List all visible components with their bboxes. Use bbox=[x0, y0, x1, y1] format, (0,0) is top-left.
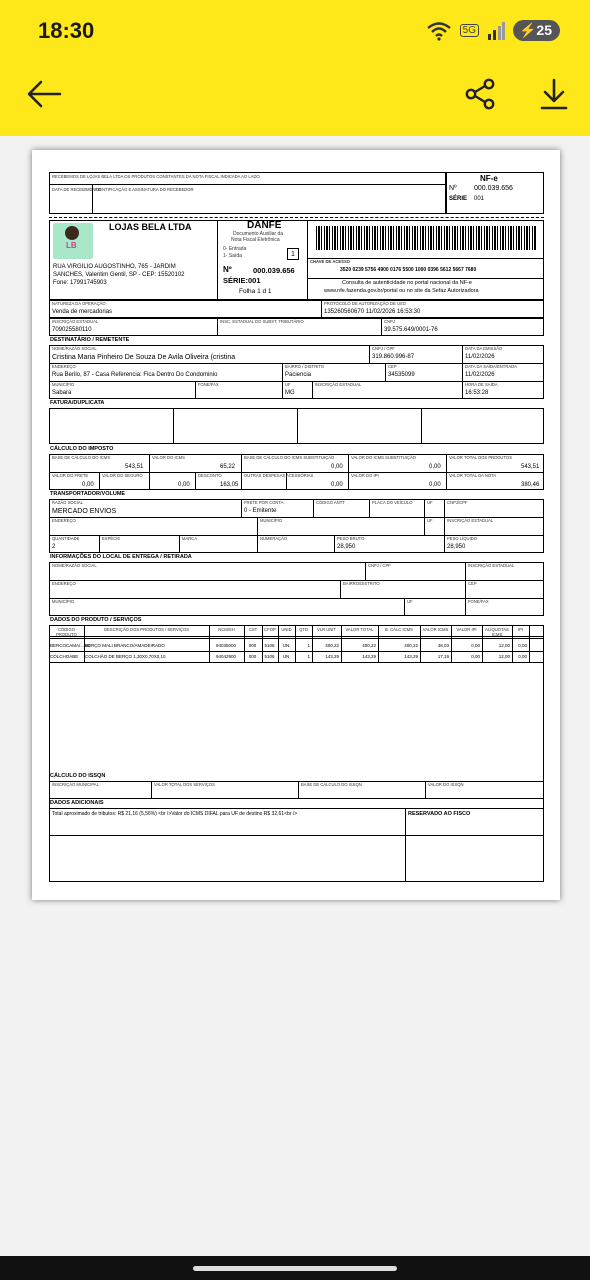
canhoto-date-label: DATA DE RECEBIMENTO bbox=[52, 187, 102, 192]
total-prod-label: VALOR TOTAL DOS PRODUTOS bbox=[449, 455, 512, 460]
section-issqn: CÁLCULO DO ISSQN bbox=[50, 773, 106, 779]
section-imposto: CÁLCULO DO IMPOSTO bbox=[50, 446, 114, 452]
danfe-n-label: Nº bbox=[223, 265, 232, 274]
adicionais-info: Total aproximado de tributos: R$ 21,16 (5,56%) <br />Valor do ICMS DIFAL para UF de destino R$ 32,61<br /> bbox=[52, 811, 298, 817]
product-header-cell: CST bbox=[248, 627, 258, 632]
dest-hora: 16:53:28 bbox=[465, 390, 489, 396]
product-header-cell: B. CÁLC ICMS bbox=[385, 627, 413, 632]
dest-saida-label: DATA DA SAÍDA/ENTRADA bbox=[465, 364, 517, 369]
transp-cnpj-label: CNPJ/CPF bbox=[447, 500, 468, 505]
product-row-line bbox=[49, 651, 544, 652]
dest-fone-label: FONE/FAX bbox=[198, 382, 219, 387]
product-cell: 5106 bbox=[264, 643, 275, 648]
battery-indicator: ⚡25 bbox=[513, 20, 560, 41]
product-header-cell: VALOR TOTAL bbox=[345, 627, 374, 632]
product-cell: 94035000 bbox=[215, 643, 237, 648]
emitente-logo bbox=[53, 223, 93, 259]
canhoto-serie: 001 bbox=[474, 196, 485, 202]
issqn-im-label: INSCRIÇÃO MUNICIPAL bbox=[52, 782, 99, 787]
section-entrega: INFORMAÇÕES DO LOCAL DE ENTREGA / RETIRADA bbox=[50, 554, 192, 560]
protocolo-label: PROTOCOLO DE AUTORIZAÇÃO DE USO bbox=[324, 301, 406, 306]
outras: 0,00 bbox=[331, 482, 343, 488]
canhoto-numero: 000.039.656 bbox=[474, 185, 513, 192]
product-cell: COLCHÃO DE BERÇO 1,30X0,70X0,10 bbox=[85, 654, 166, 659]
frete: 0,00 bbox=[82, 482, 94, 488]
total-prod: 543,51 bbox=[521, 464, 540, 470]
total-nota: 380,46 bbox=[521, 482, 540, 488]
transp-ie-label: INSCRIÇÃO ESTADUAL bbox=[447, 518, 494, 523]
product-cell: 400,22 bbox=[325, 643, 339, 648]
bc-icms-label: BASE DE CÁLCULO DO ICMS bbox=[52, 455, 111, 460]
product-cell: UN bbox=[282, 643, 290, 648]
transp-uf2-label: UF bbox=[427, 518, 433, 523]
dest-cpf-label: CNPJ / CPF bbox=[372, 346, 395, 351]
entrega-endereco-label: ENDEREÇO bbox=[52, 581, 76, 586]
transp-municipio-label: MUNICÍPIO bbox=[260, 518, 283, 523]
product-cell: 143,29 bbox=[404, 654, 418, 659]
canhoto-sig-label: IDENTIFICAÇÃO E ASSINATURA DO RECEBEDOR bbox=[95, 187, 194, 192]
wifi-icon bbox=[426, 21, 452, 41]
issqn-valor-label: VALOR DO ISSQN bbox=[428, 782, 464, 787]
dest-emissao: 11/02/2026 bbox=[465, 354, 495, 360]
seguro: 0,00 bbox=[178, 482, 190, 488]
product-header-cell: IPI bbox=[517, 627, 524, 632]
transp-razao: MERCADO ENVIOS bbox=[52, 508, 117, 515]
transp-peso-liq: 28,950 bbox=[447, 544, 466, 550]
product-cell: 143,29 bbox=[325, 654, 339, 659]
seguro-label: VALOR DO SEGURO bbox=[102, 473, 143, 478]
ie-label: INSCRIÇÃO ESTADUAL bbox=[52, 319, 99, 324]
bc-st: 0,00 bbox=[331, 464, 343, 470]
product-cell: COLCHOABE bbox=[50, 654, 79, 659]
dest-uf-label: UF bbox=[285, 382, 291, 387]
tipo-value: 1 bbox=[291, 251, 295, 258]
danfe-sub-2: Nota Fiscal Eletrônica bbox=[231, 237, 280, 243]
emitente-address-1: RUA VIRGILIO AUGOSTINHO, 765 - JARDIM bbox=[53, 264, 176, 270]
entrega-uf-label: UF bbox=[407, 599, 413, 604]
reservado-fisco: RESERVADO AO FISCO bbox=[408, 811, 471, 817]
entrega-municipio-label: MUNICÍPIO bbox=[52, 599, 75, 604]
product-cell: 48,03 bbox=[437, 643, 449, 648]
consulta-line-2: www.nfe.fazenda.gov.br/portal ou no site da Sefaz Autorizadora bbox=[324, 288, 479, 294]
dest-municipio: Sabara bbox=[52, 390, 72, 396]
protocolo-value: 135260560670 11/02/2026 16:53:30 bbox=[324, 309, 421, 315]
danfe-numero: 000.039.656 bbox=[253, 266, 295, 275]
cnpj-label: CNPJ bbox=[384, 319, 395, 324]
product-cell: 400,22 bbox=[404, 643, 418, 648]
product-cell: 1 bbox=[307, 643, 310, 648]
transp-numeracao-label: NUMERAÇÃO bbox=[260, 536, 288, 541]
desconto-label: DESCONTO bbox=[198, 473, 222, 478]
product-cell: 0,00 bbox=[471, 643, 480, 648]
issqn-box bbox=[49, 781, 544, 799]
product-row-line bbox=[49, 662, 544, 663]
dest-municipio-label: MUNICÍPIO bbox=[52, 382, 75, 387]
transp-uf-label: UF bbox=[427, 500, 433, 505]
share-icon bbox=[464, 78, 496, 110]
product-header-cell: CÓDIGO PRODUTO bbox=[56, 627, 77, 637]
download-icon bbox=[539, 78, 569, 110]
frete-label: VALOR DO FRETE bbox=[52, 473, 89, 478]
dest-cep: 34535099 bbox=[388, 372, 415, 378]
transp-peso-liq-label: PESO LÍQUIDO bbox=[447, 536, 478, 541]
section-transporte: TRANSPORTADOR/VOLUME bbox=[50, 491, 126, 497]
consulta-line-1: Consulta de autenticidade no portal nacional da NF-e bbox=[342, 280, 472, 286]
canhoto-nfe: NF-e bbox=[480, 174, 498, 183]
product-cell: 0,00 bbox=[471, 654, 480, 659]
product-column-line bbox=[529, 625, 530, 662]
ipi: 0,00 bbox=[429, 482, 441, 488]
barcode bbox=[316, 226, 536, 250]
dest-name-label: NOME/RAZÃO SOCIAL bbox=[52, 346, 97, 351]
product-cell: BERÇO MALI BRANCO/AMADEIRADO bbox=[85, 643, 165, 648]
section-fatura: FATURA/DUPLICATA bbox=[50, 400, 105, 406]
network-badge: 5G bbox=[460, 24, 479, 37]
dest-ie-label: INSCRIÇÃO ESTADUAL bbox=[315, 382, 362, 387]
dest-saida: 11/02/2026 bbox=[465, 372, 495, 378]
product-header-cell: UNID bbox=[281, 627, 292, 632]
emitente-phone: Fone: 17991745903 bbox=[53, 280, 107, 286]
dest-name: Cristina Maria Pinheiro De Souza De Avila Oliveira (cristina bbox=[52, 354, 236, 361]
tipo-saida: 1- Saída bbox=[223, 253, 242, 259]
issqn-bc-label: BASE DE CÁLCULO DO ISSQN bbox=[301, 782, 362, 787]
product-cell: 0,00 bbox=[518, 654, 527, 659]
product-header-cell: VALOR ICMS bbox=[422, 627, 449, 632]
transp-peso-bruto: 28,950 bbox=[337, 544, 356, 550]
product-header-cell: ALÍQUOTAS ICMS bbox=[485, 627, 509, 637]
canhoto-text: RECEBEMOS DE LOJAS BELA LTDA OS PRODUTOS CONSTANTES DA NOTA FISCAL INDICADA AO LADO bbox=[52, 174, 260, 179]
chave-label: CHAVE DE ACESSO bbox=[310, 259, 351, 264]
transp-endereco-label: ENDEREÇO bbox=[52, 518, 76, 523]
product-cell: 12,00 bbox=[498, 654, 510, 659]
canhoto-n: Nº bbox=[449, 185, 457, 192]
emitente-address-2: SANCHES, Valentim Gentil, SP - CEP: 15520102 bbox=[53, 272, 185, 278]
transp-frete-label: FRETE POR CONTA bbox=[244, 500, 284, 505]
cnpj-value: 39.575.649/0001-76 bbox=[384, 327, 438, 333]
dest-uf: MG bbox=[285, 390, 295, 396]
transp-especie-label: ESPÉCIE bbox=[102, 536, 121, 541]
adicionais-box bbox=[49, 808, 544, 882]
download-button[interactable] bbox=[530, 70, 578, 118]
icms: 65,22 bbox=[220, 464, 236, 470]
product-header-cell: DESCRIÇÃO DOS PRODUTOS / SERVIÇOS bbox=[103, 627, 189, 632]
product-header-cell: VLR UNIT bbox=[316, 627, 337, 632]
natureza-row bbox=[49, 300, 544, 318]
icms-st-label: VALOR DO ICMS SUBSTITUIÇÃO bbox=[351, 455, 417, 460]
dest-hora-label: HORA DE SAÍDA bbox=[465, 382, 498, 387]
product-header-cell: NCM/SH bbox=[218, 627, 235, 632]
product-header-cell: CFOP bbox=[264, 627, 276, 632]
product-cell: BERCOCAMA/...SO bbox=[50, 643, 91, 648]
product-cell: 400,22 bbox=[362, 643, 376, 648]
system-nav-bar bbox=[0, 1256, 590, 1280]
product-cell: UN bbox=[282, 654, 290, 659]
canhoto-serie-label: SÉRIE bbox=[449, 196, 468, 202]
battery-level: 25 bbox=[536, 22, 552, 38]
signal-icon bbox=[487, 22, 505, 40]
total-nota-label: VALOR TOTAL DA NOTA bbox=[449, 473, 497, 478]
tipo-entrada: 0- Entrada bbox=[223, 246, 247, 252]
issqn-vserv-label: VALOR TOTAL DOS SERVIÇOS bbox=[154, 782, 215, 787]
chave-value: 3520 0239 5756 4900 0176 5500 1000 0396 5612 5667 7680 bbox=[340, 267, 477, 273]
dest-bairro: Paciencia bbox=[285, 372, 312, 378]
section-adicionais: DADOS ADICIONAIS bbox=[50, 800, 104, 806]
product-cell: 94042900 bbox=[215, 654, 237, 659]
danfe-sub-1: Documento Auxiliar da bbox=[233, 231, 284, 237]
danfe-title: DANFE bbox=[247, 220, 282, 231]
transp-razao-label: RAZÃO SOCIAL bbox=[52, 500, 83, 505]
transp-qtd-label: QUANTIDADE bbox=[52, 536, 80, 541]
back-button[interactable] bbox=[20, 70, 68, 118]
product-cell: 143,29 bbox=[362, 654, 376, 659]
danfe-folha: Folha 1 d 1 bbox=[239, 288, 272, 295]
dest-endereco-label: ENDEREÇO bbox=[52, 364, 76, 369]
status-icons bbox=[426, 20, 560, 41]
product-cell: 17,19 bbox=[437, 654, 449, 659]
entrega-ie-label: INSCRIÇÃO ESTADUAL bbox=[468, 563, 515, 568]
dest-bairro-label: BAIRRO / DISTRITO bbox=[285, 364, 325, 369]
ie-value: 709025580110 bbox=[52, 327, 92, 333]
entrega-cnpj-label: CNPJ / CPF bbox=[368, 563, 391, 568]
product-header-cell: QTD bbox=[299, 627, 308, 632]
outras-label: OUTRAS DESPESAS ACESSÓRIAS bbox=[244, 473, 314, 478]
share-button[interactable] bbox=[456, 70, 504, 118]
ie-st-label: INSC. ESTADUAL DO SUBST. TRIBUTÁRIO bbox=[220, 319, 304, 324]
logo-text: LB bbox=[66, 241, 77, 250]
transp-peso-bruto-label: PESO BRUTO bbox=[337, 536, 365, 541]
entrega-bairro-label: BAIRRO/DISTRITO bbox=[343, 581, 380, 586]
entrega-nome-label: NOME/RAZÃO SOCIAL bbox=[52, 563, 97, 568]
dest-endereco: Rua Berilo, 87 - Casa Referencia: Fica Dentro Do Condominio bbox=[52, 372, 218, 378]
dest-cpf: 319.860.996-87 bbox=[372, 354, 415, 360]
natureza-value: Venda de mercadorias bbox=[52, 309, 113, 315]
dest-emissao-label: DATA DA EMISSÃO bbox=[465, 346, 503, 351]
status-time: 18:30 bbox=[38, 18, 95, 43]
product-header-cell: VALOR IPI bbox=[456, 627, 477, 632]
status-bar bbox=[0, 0, 590, 66]
entrega-box bbox=[49, 562, 544, 616]
product-cell: 12,00 bbox=[498, 643, 510, 648]
entrega-cep-label: CEP bbox=[468, 581, 477, 586]
natureza-label: NATUREZA DA OPERAÇÃO bbox=[52, 301, 106, 306]
app-toolbar bbox=[0, 66, 590, 136]
section-produtos: DADOS DO PRODUTO / SERVIÇOS bbox=[50, 617, 142, 623]
product-cell: 0,00 bbox=[518, 643, 527, 648]
arrow-left-icon bbox=[26, 80, 62, 108]
transp-qtd: 2 bbox=[52, 544, 56, 550]
transporte-box bbox=[49, 499, 544, 553]
bc-icms: 543,51 bbox=[125, 464, 144, 470]
danfe-serie: SÉRIE:001 bbox=[223, 276, 261, 285]
ipi-label: VALOR DO IPI bbox=[351, 473, 379, 478]
transp-frete: 0 - Emitente bbox=[244, 508, 277, 514]
logo-avatar bbox=[65, 226, 79, 240]
home-gesture-pill[interactable] bbox=[193, 1266, 397, 1271]
product-cell: 5106 bbox=[264, 654, 275, 659]
app-header bbox=[0, 0, 590, 136]
icms-label: VALOR DO ICMS bbox=[152, 455, 185, 460]
danfe-document bbox=[32, 150, 560, 900]
icms-st: 0,00 bbox=[429, 464, 441, 470]
transp-antt-label: CÓDIGO ANTT bbox=[316, 500, 345, 505]
bc-st-label: BASE DE CÁLCULO DO ICMS SUBSTITUIÇÃO bbox=[244, 455, 335, 460]
entrega-fone-label: FONE/FAX bbox=[468, 599, 489, 604]
transp-placa-label: PLACA DO VEÍCULO bbox=[372, 500, 413, 505]
dest-cep-label: CEP bbox=[388, 364, 397, 369]
transp-marca-label: MARCA bbox=[182, 536, 198, 541]
product-cell: 000 bbox=[248, 654, 257, 659]
product-cell: 1 bbox=[307, 654, 310, 659]
desconto: 163,05 bbox=[220, 482, 239, 488]
product-cell: 000 bbox=[248, 643, 257, 648]
section-destinatario: DESTINATÁRIO / REMETENTE bbox=[50, 337, 130, 343]
emitente-name: LOJAS BELA LTDA bbox=[109, 222, 192, 232]
